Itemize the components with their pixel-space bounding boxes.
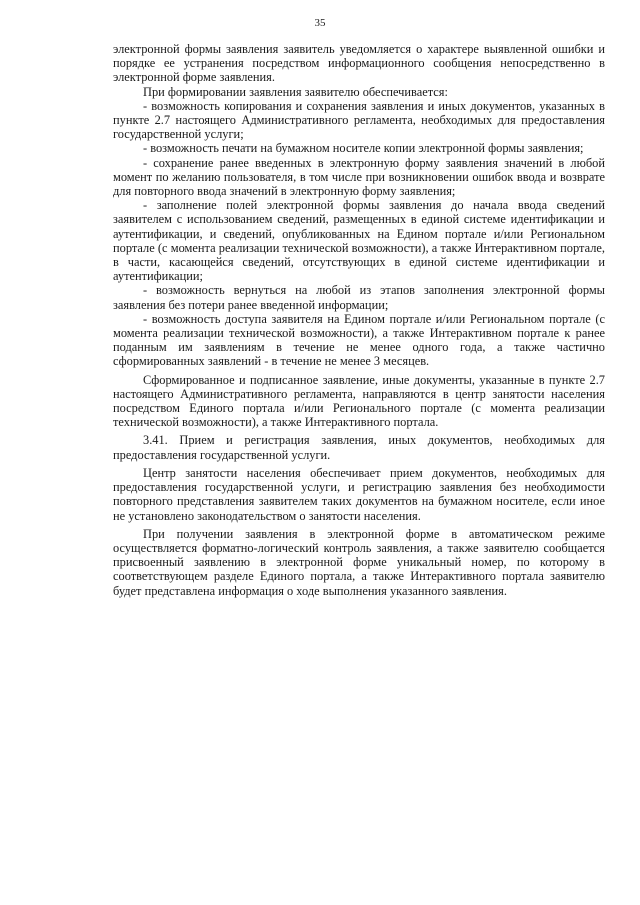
list-item-return-step: - возможность вернуться на любой из этапов заполнения электронной формы заявления без потери ранее введенной информации; [113,283,605,312]
list-item-save-values: - сохранение ранее введенных в электронную форму заявления значений в любой момент по желанию пользователя, в том числе при возникновении ошибок ввода и возврате для повторного ввода значений в электронную форму заявления; [113,155,605,199]
paragraph-employment-center: Центр занятости населения обеспечивает прием документов, необходимых для предоставления государственной услуги, и регистрацию заявления без необходимости повторного представления заявителем таких документов на бумажном носителе, если иное не установлено законодательством о занятости населения. [113,465,605,523]
list-item-copy-save: - возможность копирования и сохранения заявления и иных документов, указанных в пункте 2.7 настоящего Административного регламента, необходимых для предоставления государственной услуги; [113,98,605,142]
list-item-print: - возможность печати на бумажном носителе копии электронной формы заявления; [143,141,584,156]
page-number: 35 [314,17,326,29]
list-item-access-history: - возможность доступа заявителя на Едином портале и/или Региональном портале (с момента реализации технической возможности), а также Интерактивном портале к ранее поданным им заявлениям в течение не менее одного года, а также частично сформированных заявлений - в течение не менее 3 месяцев. [113,311,605,369]
paragraph-electronic-receipt: При получении заявления в электронной форме в автоматическом режиме осуществляется форматно-логический контроль заявления, а также заявителю сообщается присвоенный заявлению в электронной форме уникальный номер, по которому в соответствующем разделе Единого портала, а также Интерактивного портала заявителю будет представлена информация о ходе выполнения указанного заявления. [113,526,605,598]
paragraph-form-provides: При формировании заявления заявителю обеспечивается: [143,84,448,99]
section-heading-3-41: 3.41. Прием и регистрация заявления, иных документов, необходимых для предоставления государственной услуги. [113,433,605,462]
paragraph-error-notice: электронной формы заявления заявитель уведомляется о характере выявленной ошибки и порядке ее устранения посредством информационного сообщения непосредственно в электронной форме заявления. [113,42,605,85]
paragraph-submission: Сформированное и подписанное заявление, иные документы, указанные в пункте 2.7 настоящего Административного регламента, направляются в центр занятости населения посредством Единого портала и/или Регионального портале (с момента реализации технической возможности), а также Интерактивного портала. [113,372,605,430]
list-item-autofill: - заполнение полей электронной формы заявления до начала ввода сведений заявителем с использованием сведений, размещенных в единой системе идентификации и аутентификации, и сведений, опубликованных на Едином портале и/или Региональном портале (с момента реализации технической возможности), а также Интерактивном портале, в части, касающейся сведений, отсутствующих в единой системе идентификации и аутентификации; [113,198,605,284]
document-body [113,42,605,598]
